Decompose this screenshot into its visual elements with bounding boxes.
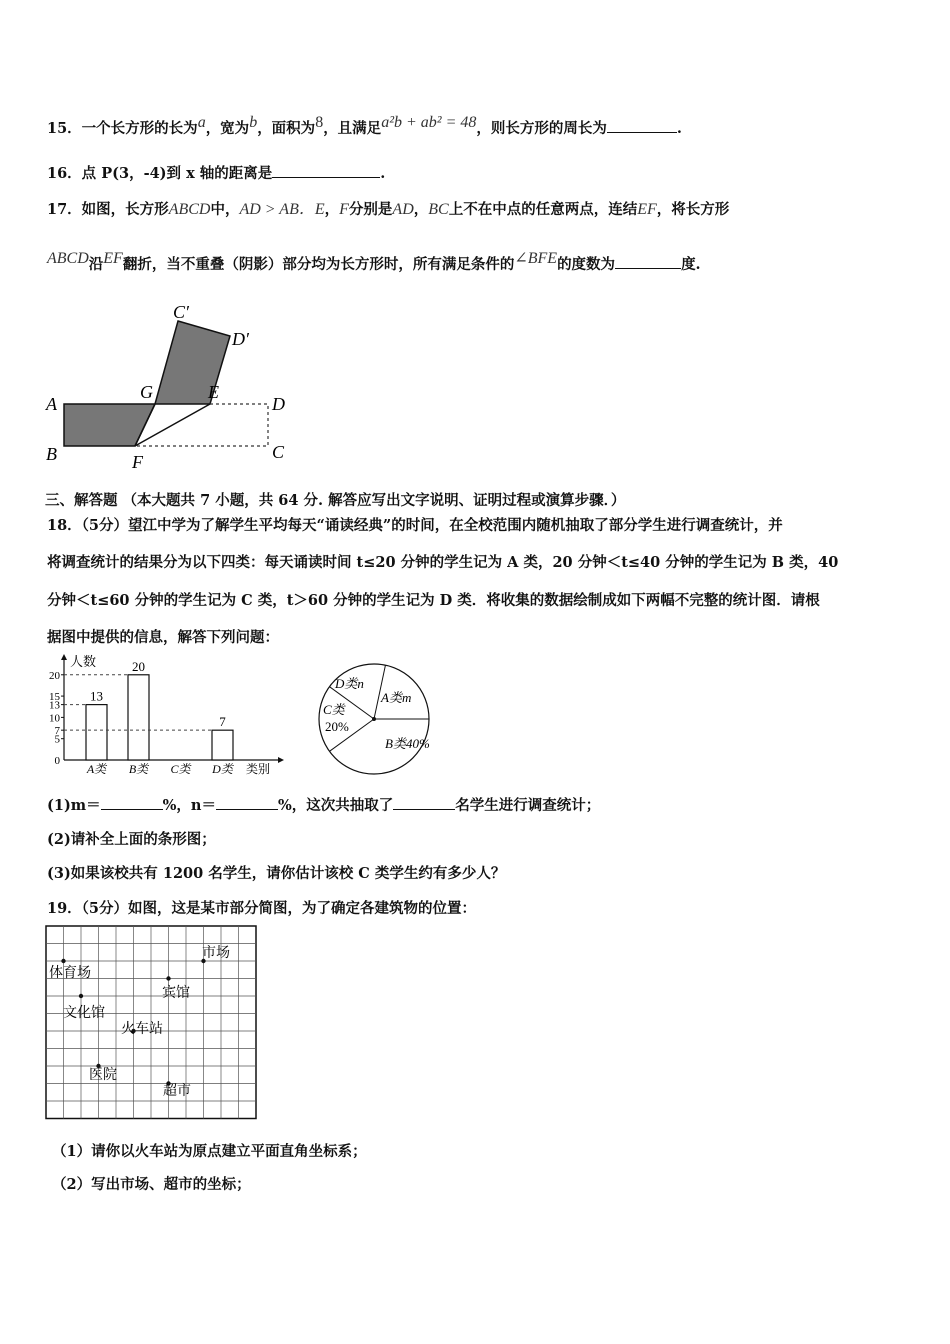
label-A: A — [46, 394, 57, 414]
q19-sub2: （2）写出市场、超市的坐标； — [52, 1176, 251, 1193]
x-tick-label: C类 — [170, 762, 191, 776]
x-tick-label: D类 — [212, 762, 233, 776]
bar-value-label: 13 — [90, 688, 103, 704]
label-F: F — [132, 452, 143, 472]
answer-blank-total[interactable] — [393, 797, 455, 810]
q18-sub1: (1)m＝ %，n＝ %，这次共抽取了 名学生进行调查统计； — [47, 797, 601, 814]
bar-chart — [40, 652, 290, 782]
bar — [212, 730, 233, 760]
question-17-line1: 17．如图，长方形ABCD中，AD > AB．E，F分别是AD，BC上不在中点的任意两点，连结EF，将长方形 — [47, 201, 730, 218]
answer-blank[interactable] — [607, 120, 677, 133]
x-tick-label: B类 — [128, 762, 149, 776]
label-D1: D′ — [232, 329, 249, 349]
area-value: 8 — [315, 114, 324, 131]
q18-sub2: (2)请补全上面的条形图； — [47, 831, 216, 848]
x-axis-label: 类别 — [246, 762, 271, 776]
label-C1: C′ — [173, 302, 189, 322]
place-marker — [79, 994, 83, 998]
q18-line1: 18．（5分）望江中学为了解学生平均每天“诵读经典”的时间，在全校范围内随机抽取了部分学生进行调查统计，并 — [47, 517, 783, 534]
answer-blank-m[interactable] — [101, 797, 163, 810]
place-marker — [166, 976, 170, 980]
bar-value-label: 20 — [132, 658, 145, 674]
place-marker — [61, 959, 65, 963]
place-label: 医院 — [89, 1068, 117, 1083]
place-label: 宾馆 — [162, 986, 190, 1001]
pie-chart — [315, 660, 435, 780]
answer-blank[interactable] — [272, 165, 380, 178]
pie-slice-label: C类 — [323, 702, 345, 717]
x-tick-label: A类 — [86, 762, 107, 776]
pie-slice-label: B类40% — [385, 736, 430, 751]
y-tick-label: 5 — [54, 733, 60, 746]
bar-value-label: 7 — [219, 714, 226, 730]
answer-blank-n[interactable] — [216, 797, 278, 810]
y-tick-label: 10 — [49, 712, 60, 725]
answer-blank[interactable] — [615, 256, 681, 269]
y-tick-label: 7 — [54, 725, 60, 738]
label-B: B — [46, 444, 57, 464]
shaded-rect-bottom — [64, 404, 155, 446]
q18-line3: 分钟＜t≤60 分钟的学生记为 C 类，t＞60 分钟的学生记为 D 类．将收集的数据绘制成如下两幅不完整的统计图．请根 — [47, 592, 820, 609]
y-tick-label: 0 — [54, 755, 60, 767]
question-15: 15．一个长方形的长为$^a$，宽为$^b$，面积为$^8$，且满足$^{a^2b + ab^2 = 48}$，则长方形的周长为 . — [47, 114, 682, 137]
label-D: D — [272, 394, 285, 414]
place-label: 火车站 — [121, 1022, 163, 1037]
q18-sub3: (3)如果该校共有 1200 名学生，请你估计该校 C 类学生约有多少人？ — [47, 865, 506, 882]
equation: a²b + ab² = 48 — [381, 114, 477, 131]
place-label: 市场 — [202, 946, 230, 961]
q19-title: 19．（5分）如图，这是某市部分简图，为了确定各建筑物的位置： — [47, 900, 477, 917]
y-tick-label: 13 — [49, 699, 60, 712]
section-3-heading: 三、解答题 （本大题共 7 小题，共 64 分. 解答应写出文字说明、证明过程或演算步骤．） — [45, 492, 626, 509]
question-17-line2: $^{ABCD}$沿$^{EF}$翻折，当不重叠（阴影）部分均为长方形时，所有满足条件的$^{\angle BFE}$的度数为 度. — [47, 250, 701, 273]
pie-slice-label: A类m — [381, 690, 412, 705]
place-label: 体育场 — [49, 966, 91, 981]
y-axis-arrow — [61, 654, 67, 660]
var-b: b — [249, 114, 258, 131]
y-axis-label: 人数 — [70, 654, 97, 669]
label-G: G — [140, 382, 153, 402]
figure-17 — [40, 300, 310, 478]
pie-slice-label: D类n — [335, 676, 364, 691]
question-16: 16．点 P(3，-4)到 x 轴的距离是 . — [47, 165, 386, 182]
label-E: E — [208, 382, 219, 402]
place-label: 文化馆 — [63, 1006, 105, 1021]
q18-line4: 据图中提供的信息，解答下列问题： — [47, 629, 279, 646]
place-label: 超市 — [163, 1084, 191, 1099]
pie-center — [372, 717, 376, 721]
original-outline — [135, 404, 268, 446]
city-map-grid — [45, 925, 257, 1121]
pie-slice-percent: 20% — [325, 719, 349, 734]
bar — [86, 705, 107, 760]
y-tick-label: 15 — [49, 691, 60, 704]
label-C: C — [272, 442, 285, 462]
x-axis-arrow — [278, 757, 284, 763]
q19-sub1: （1）请你以火车站为原点建立平面直角坐标系； — [52, 1143, 367, 1160]
q18-line2: 将调查统计的结果分为以下四类：每天诵读时间 t≤20 分钟的学生记为 A 类，20 分钟＜t≤40 分钟的学生记为 B 类，40 — [47, 554, 839, 571]
var-a: a — [197, 114, 206, 131]
y-tick-label: 20 — [49, 669, 60, 682]
bar — [128, 675, 149, 760]
